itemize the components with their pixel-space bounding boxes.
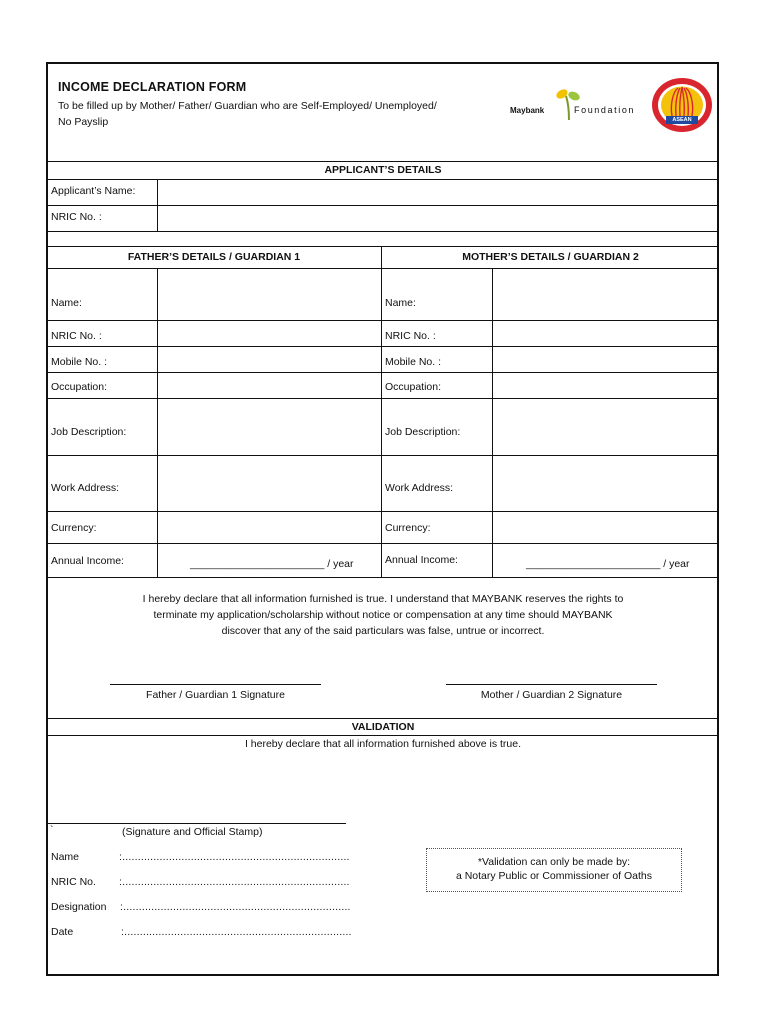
validator-designation-label: Designation: [51, 901, 107, 913]
father-signature-line[interactable]: [110, 684, 321, 685]
applicant-section-title: APPLICANT’S DETAILS: [324, 164, 442, 176]
maybank-text: Maybank: [510, 106, 545, 115]
maybank-foundation-logo: [508, 82, 642, 128]
validation-section-title: VALIDATION: [351, 721, 415, 733]
mother-currency-field[interactable]: [494, 513, 717, 542]
divider: [47, 577, 719, 578]
father-job-label: Job Description:: [51, 426, 127, 438]
column-divider: [381, 246, 382, 577]
divider: [47, 231, 719, 232]
form-subtitle-line2: No Payslip: [58, 116, 109, 128]
divider: [47, 398, 719, 399]
divider: [47, 179, 719, 180]
father-address-label: Work Address:: [51, 482, 120, 494]
mother-signature-label: Mother / Guardian 2 Signature: [480, 689, 623, 701]
validation-note-line1: *Validation can only be made by:: [477, 856, 631, 868]
validator-name-field[interactable]: :.........................................................................: [119, 851, 350, 863]
mother-job-field[interactable]: [494, 400, 717, 454]
father-occupation-field[interactable]: [159, 374, 380, 397]
father-job-field[interactable]: [159, 400, 380, 454]
mother-address-label: Work Address:: [385, 482, 454, 494]
father-signature-label: Father / Guardian 1 Signature: [146, 689, 285, 701]
father-name-label: Name:: [51, 297, 82, 309]
form-subtitle-line1: To be filled up by Mother/ Father/ Guardian who are Self-Employed/ Unemployed/: [58, 100, 437, 112]
mother-signature-line[interactable]: [446, 684, 657, 685]
asean-logo: [650, 76, 714, 134]
mother-name-field[interactable]: [494, 270, 717, 319]
applicant-name-field[interactable]: [159, 181, 717, 203]
validator-date-field[interactable]: :.........................................................................: [121, 926, 352, 938]
divider: [47, 511, 719, 512]
father-income-field[interactable]: _______________________ / year: [190, 558, 354, 570]
mother-occupation-label: Occupation:: [385, 381, 442, 393]
father-nric-field[interactable]: [159, 322, 380, 345]
validation-statement: I hereby declare that all information furnished above is true.: [244, 738, 522, 750]
validator-signature-line[interactable]: [48, 823, 346, 824]
father-nric-label: NRIC No. :: [51, 330, 102, 342]
validator-name-label: Name: [51, 851, 80, 863]
father-currency-field[interactable]: [159, 513, 380, 542]
divider: [47, 718, 719, 719]
declaration-line1: I hereby declare that all information furnished is true. I understand that MAYBANK reserves the rights to: [142, 593, 624, 605]
father-currency-label: Currency:: [51, 522, 97, 534]
father-mobile-field[interactable]: [159, 348, 380, 371]
column-divider: [157, 179, 158, 231]
divider: [47, 372, 719, 373]
asean-emblem-icon: [650, 76, 714, 134]
validator-designation-field[interactable]: :.........................................................................: [120, 901, 351, 913]
mother-name-label: Name:: [385, 297, 416, 309]
divider: [47, 735, 719, 736]
father-address-field[interactable]: [159, 457, 380, 510]
tick-mark: `: [50, 824, 54, 836]
validator-date-label: Date: [51, 926, 74, 938]
divider: [47, 455, 719, 456]
validation-note-line2: a Notary Public or Commissioner of Oaths: [455, 870, 653, 882]
father-name-field[interactable]: [159, 270, 380, 319]
father-occupation-label: Occupation:: [51, 381, 108, 393]
column-divider: [157, 268, 158, 577]
mother-mobile-field[interactable]: [494, 348, 717, 371]
father-mobile-label: Mobile No. :: [51, 356, 108, 368]
divider: [47, 346, 719, 347]
mother-occupation-field[interactable]: [494, 374, 717, 397]
mother-income-label: Annual Income:: [385, 554, 458, 566]
mother-currency-label: Currency:: [385, 522, 431, 534]
divider: [47, 320, 719, 321]
mother-section-title: MOTHER’S DETAILS / GUARDIAN 2: [462, 251, 639, 263]
mother-address-field[interactable]: [494, 457, 717, 510]
declaration-line3: discover that any of the said particulars was false, untrue or incorrect.: [221, 625, 545, 637]
validator-nric-field[interactable]: :.........................................................................: [119, 876, 350, 888]
applicant-name-label: Applicant’s Name:: [51, 185, 136, 197]
applicant-nric-label: NRIC No. :: [51, 211, 102, 223]
divider: [47, 543, 719, 544]
divider: [47, 246, 719, 247]
applicant-nric-field[interactable]: [159, 207, 717, 229]
validation-note-box: [426, 848, 682, 892]
divider: [47, 205, 719, 206]
mother-mobile-label: Mobile No. :: [385, 356, 442, 368]
father-income-label: Annual Income:: [51, 555, 124, 567]
divider: [47, 268, 719, 269]
mother-nric-field[interactable]: [494, 322, 717, 345]
column-divider: [492, 268, 493, 577]
stamp-label: (Signature and Official Stamp): [122, 826, 263, 838]
divider: [47, 161, 719, 162]
father-section-title: FATHER’S DETAILS / GUARDIAN 1: [127, 251, 301, 263]
foundation-text: Foundation: [574, 105, 636, 115]
declaration-line2: terminate my application/scholarship without notice or compensation at any time should MAYBANK: [153, 609, 613, 621]
asean-text: ASEAN: [672, 117, 692, 123]
form-title: INCOME DECLARATION FORM: [58, 80, 247, 94]
mother-nric-label: NRIC No. :: [385, 330, 436, 342]
mother-income-field[interactable]: _______________________ / year: [526, 558, 690, 570]
validator-nric-label: NRIC No.: [51, 876, 96, 888]
mother-job-label: Job Description:: [385, 426, 461, 438]
